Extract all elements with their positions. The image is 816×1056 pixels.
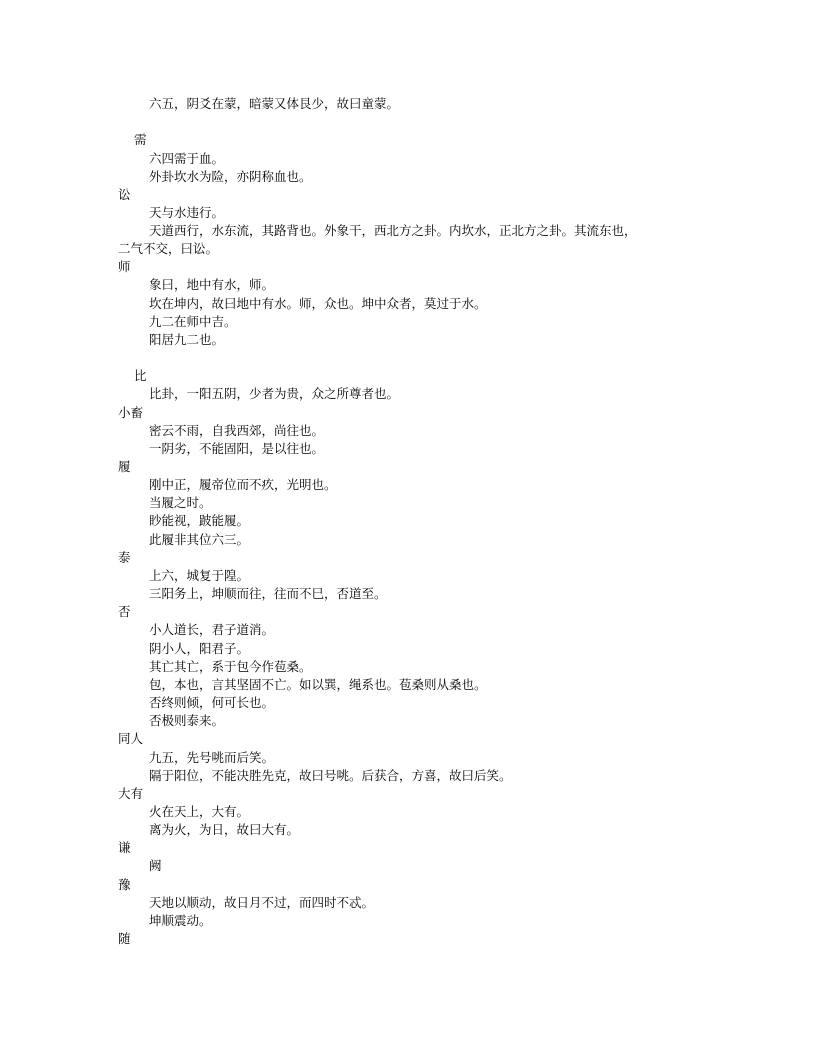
section-heading: 履 <box>118 459 131 474</box>
text-line: 阙 <box>149 858 162 873</box>
text-line: 此履非其位六三。 <box>149 532 250 547</box>
text-line: 密云不雨，自我西郊，尚往也。 <box>149 423 325 438</box>
text-line: 三阳务上，坤顺而往，往而不巳，否道至。 <box>149 586 387 601</box>
text-line: 隔于阳位，不能决胜先克，故曰号咷。后获合，方喜，故曰后笑。 <box>149 768 512 783</box>
section-heading: 豫 <box>118 877 131 892</box>
text-line: 外卦坎水为险，亦阴称血也。 <box>149 169 312 184</box>
section-heading: 小畜 <box>118 405 144 420</box>
section-heading: 师 <box>118 259 131 274</box>
text-line: 当履之时。 <box>149 495 212 510</box>
text-line: 天道西行，水东流，其路背也。外象干，西北方之卦。内坎水，正北方之卦。其流东也， <box>149 223 637 238</box>
section-heading: 比 <box>134 368 147 383</box>
text-line: 火在天上，大有。 <box>149 804 250 819</box>
section-heading: 谦 <box>118 840 131 855</box>
section-heading: 否 <box>118 604 131 619</box>
text-line: 阳居九二也。 <box>149 332 225 347</box>
text-line: 否极则泰来。 <box>149 713 225 728</box>
text-line: 离为火，为日，故曰大有。 <box>149 822 300 837</box>
text-line: 一阴劣，不能固阳，是以往也。 <box>149 441 325 456</box>
text-line: 上六，城复于隍。 <box>149 568 250 583</box>
section-heading: 泰 <box>118 550 131 565</box>
section-heading: 需 <box>134 132 147 147</box>
text-line: 天地以顺动，故日月不过，而四时不忒。 <box>149 895 375 910</box>
text-line: 小人道长，君子道消。 <box>149 622 275 637</box>
section-heading: 随 <box>118 931 131 946</box>
text-line: 坎在坤内，故曰地中有水。师，众也。坤中众者，莫过于水。 <box>149 296 487 311</box>
text-line: 包，本也，言其坚固不亡。如以巽，绳系也。苞桑则从桑也。 <box>149 677 487 692</box>
section-heading: 同人 <box>118 731 144 746</box>
text-line: 否终则倾，何可长也。 <box>149 695 275 710</box>
text-line: 刚中正，履帝位而不疚，光明也。 <box>149 477 337 492</box>
text-line: 比卦，一阳五阴，少者为贵，众之所尊者也。 <box>149 386 400 401</box>
text-line: 其亡其亡，系于包今作苞桑。 <box>149 659 312 674</box>
text-line: 九五，先号咷而后笑。 <box>149 750 275 765</box>
text-line: 九二在师中吉。 <box>149 314 237 329</box>
text-line: 象曰，地中有水，师。 <box>149 277 275 292</box>
section-heading: 大有 <box>118 786 144 801</box>
text-line: 坤顺震动。 <box>149 913 212 928</box>
text-line: 眇能视，跛能履。 <box>149 513 250 528</box>
text-line: 六五，阴爻在蒙，暗蒙又体艮少，故曰童蒙。 <box>149 96 400 111</box>
text-line: 六四需于血。 <box>149 151 225 166</box>
text-line: 阴小人，阳君子。 <box>149 641 250 656</box>
text-line: 二气不交，曰讼。 <box>118 241 219 256</box>
text-line: 天与水违行。 <box>149 205 225 220</box>
section-heading: 讼 <box>118 187 131 202</box>
